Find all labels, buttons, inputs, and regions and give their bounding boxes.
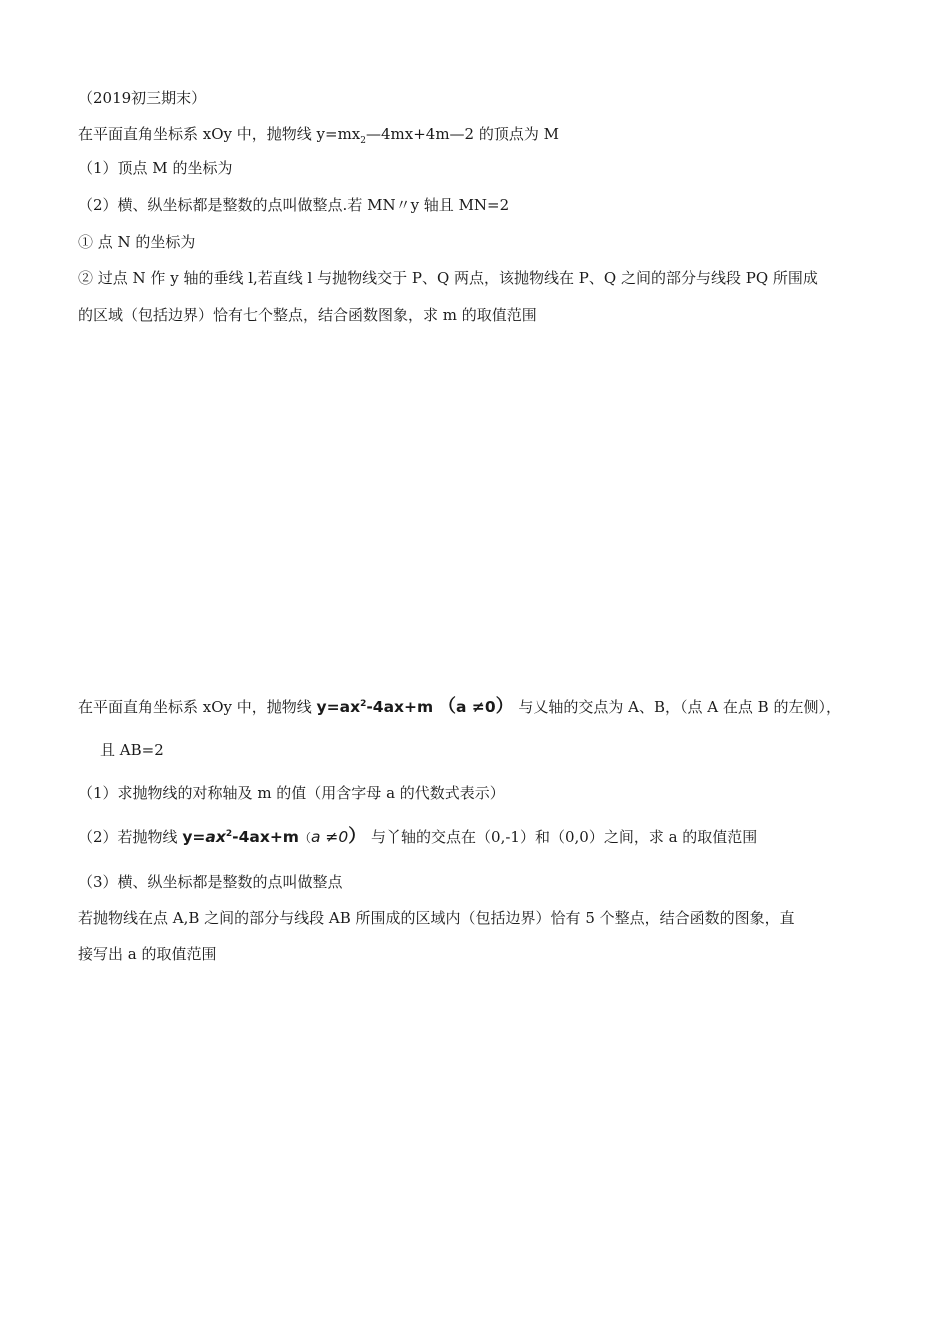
problem2-condition: a ≠0 bbox=[455, 698, 496, 717]
problem1-stem-sub: 2 bbox=[360, 136, 366, 146]
problem1-question-2b-line2: 的区域（包括边界）恰有七个整点，结合函数图象，求 m 的取值范围 bbox=[78, 306, 537, 324]
problem2-q2-formula bbox=[182, 828, 299, 846]
problem2-stem bbox=[78, 694, 841, 717]
problem1-question-1: （1）顶点 M 的坐标为 bbox=[78, 159, 233, 177]
problem2-q2-formula-ax: ax bbox=[205, 828, 226, 847]
problem2-question-3: （3）横、纵坐标都是整数的点叫做整点 bbox=[78, 873, 343, 891]
problem2-q2-paren-open: （ bbox=[298, 831, 311, 846]
problem2-q2-suffix: 与丫轴的交点在（0,-1）和（0,0）之间，求 a 的取值范围 bbox=[366, 828, 758, 847]
problem2-q2-prefix: （2）若抛物线 bbox=[78, 828, 183, 847]
problem2-formula-exponent: 2 bbox=[360, 699, 367, 709]
problem2-stem-line2: 且 AB=2 bbox=[100, 741, 164, 759]
problem2-q2-formula-part-b: -4ax+m bbox=[232, 828, 299, 847]
problem2-q2-condition: a ≠0 bbox=[310, 828, 349, 847]
problem2-question-3-line2: 接写出 a 的取值范围 bbox=[78, 945, 217, 963]
problem2-stem-suffix: 与乂轴的交点为 A、B，（点 A 在点 B 的左侧）， bbox=[513, 698, 841, 717]
problem2-q2-formula-exponent: 2 bbox=[225, 829, 233, 839]
problem1-stem bbox=[78, 124, 559, 151]
problem1-stem-suffix: —4mx+4m—2 的顶点为 M bbox=[366, 125, 560, 143]
problem2-formula bbox=[317, 698, 434, 716]
problem1-question-2: （2）横、纵坐标都是整数的点叫做整点.若 MN〃y 轴且 MN=2 bbox=[78, 196, 510, 214]
problem2-stem-prefix: 在平面直角坐标系 xOy 中，抛物线 bbox=[78, 698, 317, 717]
problem2-question-2 bbox=[78, 824, 757, 848]
problem1-question-2b-line1: ② 过点 N 作 y 轴的垂线 l,若直线 l 与抛物线交于 P、Q 两点，该抛物线在 P、Q 之间的部分与线段 PQ 所围成 bbox=[78, 269, 818, 287]
problem1-stem-prefix: 在平面直角坐标系 xOy 中，抛物线 y=mx bbox=[78, 125, 361, 143]
problem1-source: （2019初三期末） bbox=[78, 89, 207, 107]
problem2-formula-part-b: -4ax+m bbox=[366, 698, 434, 717]
problem2-paren-open: （ bbox=[437, 696, 456, 718]
problem2-paren-close: ） bbox=[495, 696, 514, 718]
problem2-question-1: （1）求抛物线的对称轴及 m 的值（用含字母 a 的代数式表示） bbox=[78, 784, 505, 802]
problem2-question-3-line1: 若抛物线在点 A,B 之间的部分与线段 AB 所围成的区域内（包括边界）恰有 5 个整点，结合函数的图象，直 bbox=[78, 909, 795, 927]
problem2-formula-part-a: y=ax bbox=[316, 698, 361, 717]
problem2-q2-formula-part-a: y= bbox=[182, 828, 206, 847]
problem2-q2-paren-close: ） bbox=[348, 826, 367, 848]
problem1-question-2a: ① 点 N 的坐标为 bbox=[78, 233, 196, 251]
